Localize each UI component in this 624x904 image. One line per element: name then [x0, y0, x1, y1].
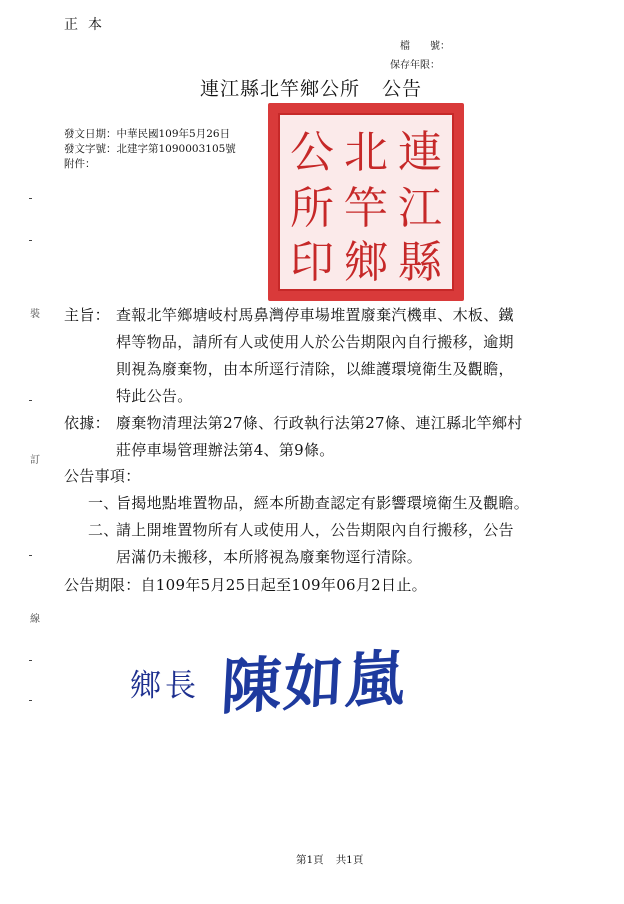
subject-label: 主旨： — [64, 306, 110, 324]
seal-frame — [278, 113, 454, 291]
binding-mark: 訂 — [30, 455, 40, 466]
official-seal — [268, 103, 464, 301]
attachment-label: 附件： — [64, 158, 96, 170]
basis-line: 廢棄物清理法第27條、行政執行法第27條、連江縣北竿鄉村 — [116, 414, 523, 432]
subject-line: 桿等物品，請所有人或使用人於公告期限內自行搬移，逾期 — [116, 333, 514, 351]
binding-tick — [29, 198, 32, 199]
seal-glyph: 北 — [344, 127, 388, 178]
basis-line: 莊停車場管理辦法第4、第9條。 — [116, 441, 335, 459]
announcement-period: 公告期限：自109年5月25日起至109年06月2日止。 — [64, 576, 427, 594]
page-number: 第1頁 — [296, 854, 324, 866]
item-number: 二、 — [88, 521, 119, 539]
item-number: 一、 — [88, 494, 119, 512]
subject-line: 則視為廢棄物，由本所逕行清除，以維護環境衛生及觀瞻， — [116, 360, 514, 378]
basis-text — [116, 410, 576, 464]
item-line: 居滿仍未搬移，本所將視為廢棄物逕行清除。 — [116, 548, 423, 566]
seal-glyph: 竿 — [344, 183, 388, 234]
seal-glyph: 所 — [290, 183, 334, 234]
issue-number: 發文字號：北建字第1090003105號 — [64, 143, 236, 155]
binding-mark: 裝 — [30, 309, 40, 320]
item-text — [116, 517, 576, 571]
copy-mark: 正本 — [64, 17, 112, 33]
item-line: 旨揭地點堆置物品，經本所勘查認定有影響環境衛生及觀瞻。 — [116, 494, 530, 512]
binding-tick — [29, 240, 32, 241]
seal-glyph: 縣 — [398, 237, 442, 288]
doc-type: 公告 — [382, 78, 423, 100]
subject-line: 查報北竿鄉塘岐村馬鼻灣停車場堆置廢棄汽機車、木板、鐵 — [116, 306, 514, 324]
seal-glyph: 公 — [290, 127, 334, 178]
binding-tick — [29, 400, 32, 401]
seal-glyph: 連 — [398, 127, 442, 178]
item-text — [116, 490, 576, 517]
signatory-name: 陳如嵐 — [219, 643, 410, 724]
items-label: 公告事項： — [64, 467, 141, 485]
page-footer — [296, 852, 363, 867]
binding-tick — [29, 555, 32, 556]
seal-glyph: 江 — [398, 183, 442, 234]
binding-tick — [29, 660, 32, 661]
file-number-label: 檔 號： — [400, 41, 450, 52]
item-line: 請上開堆置物所有人或使用人，公告期限內自行搬移，公告 — [116, 521, 514, 539]
retention-label: 保存年限： — [390, 60, 440, 71]
subject-text — [116, 302, 576, 410]
basis-label: 依據： — [64, 414, 110, 432]
binding-mark: 線 — [30, 614, 40, 625]
document-title — [200, 74, 422, 101]
page-total: 共1頁 — [335, 854, 364, 866]
issue-date: 發文日期：中華民國109年5月26日 — [64, 128, 231, 140]
office-name: 連江縣北竿鄉公所 — [200, 78, 361, 100]
binding-tick — [29, 700, 32, 701]
subject-line: 特此公告。 — [116, 387, 193, 405]
seal-glyph: 鄉 — [344, 237, 388, 288]
signatory-title: 鄉長 — [130, 668, 200, 704]
seal-glyph: 印 — [290, 237, 334, 288]
